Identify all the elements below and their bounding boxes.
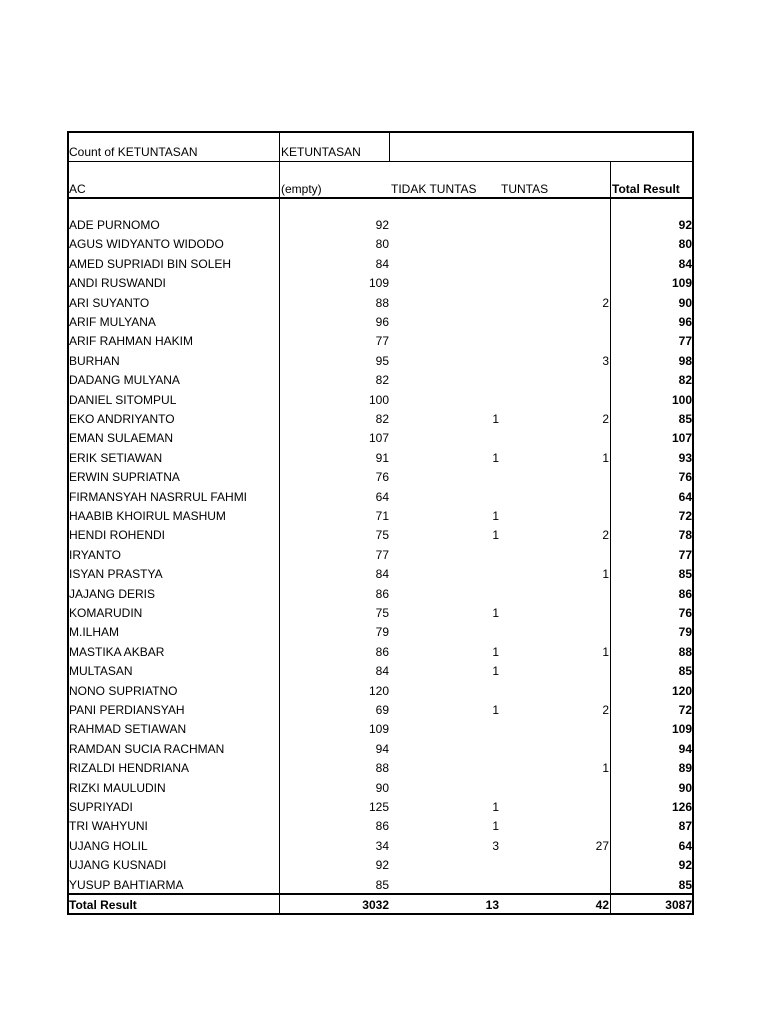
table-row — [67, 490, 694, 509]
row-total: 94 — [678, 741, 692, 756]
table-row — [67, 509, 694, 528]
row-tidak-tuntas-count: 1 — [492, 509, 499, 523]
row-name: DADANG MULYANA — [69, 373, 180, 388]
row-name: ARIF RAHMAN HAKIM — [69, 334, 194, 349]
row-name: ERIK SETIAWAN — [69, 450, 163, 465]
row-name: ISYAN PRASTYA — [69, 567, 163, 582]
column-header-total: Total Result — [612, 182, 680, 196]
row-name: ADE PURNOMO — [69, 218, 160, 232]
row-tuntas-count: 3 — [602, 353, 609, 368]
row-tuntas-count: 2 — [602, 412, 609, 426]
row-total: 79 — [678, 625, 692, 640]
column-header-tuntas: TUNTAS — [501, 182, 549, 196]
table-row — [67, 257, 694, 276]
row-empty-count: 85 — [375, 877, 389, 892]
row-name: ARIF MULYANA — [69, 315, 156, 329]
row-name: TRI WAHYUNI — [69, 819, 148, 834]
row-tuntas-count: 2 — [602, 295, 609, 310]
row-total: 76 — [678, 470, 692, 485]
column-divider-field — [389, 131, 390, 162]
row-name: UJANG HOLIL — [69, 838, 148, 853]
row-tidak-tuntas-count: 1 — [492, 412, 499, 426]
row-empty-count: 77 — [375, 334, 389, 349]
row-empty-count: 69 — [375, 703, 389, 717]
row-empty-count: 76 — [375, 470, 389, 485]
row-name: M.ILHAM — [69, 625, 120, 640]
row-name: RIZALDI HENDRIANA — [69, 761, 190, 776]
row-empty-count: 34 — [375, 838, 389, 853]
row-name: BURHAN — [69, 353, 120, 368]
row-name: ERWIN SUPRIATNA — [69, 470, 180, 485]
row-empty-count: 95 — [375, 353, 389, 368]
pivot-table — [67, 131, 694, 915]
table-row — [67, 528, 694, 547]
row-total: 76 — [678, 606, 692, 620]
row-name: RIZKI MAULUDIN — [69, 780, 166, 795]
header-divider-1 — [67, 161, 694, 162]
row-tuntas-count: 2 — [602, 528, 609, 543]
row-name: ANDI RUSWANDI — [69, 276, 166, 291]
row-empty-count: 71 — [375, 509, 389, 523]
row-tuntas-count: 1 — [602, 761, 609, 776]
row-total: 96 — [678, 315, 692, 329]
table-row — [67, 354, 694, 373]
count-label: Count of KETUNTASAN — [69, 145, 198, 159]
table-row — [67, 819, 694, 838]
table-row — [67, 606, 694, 625]
row-tidak-tuntas-count: 1 — [492, 450, 499, 465]
row-total: 88 — [678, 644, 692, 659]
row-name: AGUS WIDYANTO WIDODO — [69, 237, 224, 252]
row-tuntas-count: 1 — [602, 450, 609, 465]
row-name: AMED SUPRIADI BIN SOLEH — [69, 256, 232, 271]
row-name: RAHMAD SETIAWAN — [69, 722, 187, 737]
row-empty-count: 86 — [375, 586, 389, 601]
row-total: 85 — [678, 664, 692, 679]
row-total: 126 — [671, 800, 692, 814]
row-empty-count: 96 — [375, 315, 389, 329]
column-field-label: KETUNTASAN — [281, 145, 361, 159]
table-row — [67, 315, 694, 334]
row-total: 64 — [678, 838, 692, 853]
row-total: 72 — [678, 509, 692, 523]
row-empty-count: 92 — [375, 858, 389, 873]
table-row — [67, 237, 694, 256]
row-total: 120 — [671, 683, 692, 698]
row-total: 92 — [678, 858, 692, 873]
table-row — [67, 684, 694, 703]
row-name: SUPRIYADI — [69, 800, 133, 814]
row-empty-count: 91 — [375, 450, 389, 465]
row-empty-count: 88 — [375, 761, 389, 776]
row-total: 98 — [678, 353, 692, 368]
table-row — [67, 296, 694, 315]
row-name: ARI SUYANTO — [69, 295, 150, 310]
row-total: 107 — [671, 431, 692, 446]
row-empty-count: 92 — [375, 218, 389, 232]
row-total: 85 — [678, 567, 692, 582]
row-total: 100 — [671, 392, 692, 407]
row-name: RAMDAN SUCIA RACHMAN — [69, 741, 225, 756]
table-row — [67, 451, 694, 470]
header-divider-2 — [67, 197, 694, 199]
row-total: 89 — [678, 761, 692, 776]
row-name: MASTIKA AKBAR — [69, 644, 165, 659]
row-name: EMAN SULAEMAN — [69, 431, 174, 446]
row-name: DANIEL SITOMPUL — [69, 392, 177, 407]
row-field-label: AC — [69, 182, 86, 196]
column-header-empty: (empty) — [281, 182, 322, 196]
table-row — [67, 431, 694, 450]
row-total: 109 — [671, 276, 692, 291]
row-total: 82 — [678, 373, 692, 388]
row-total: 87 — [678, 819, 692, 834]
table-row — [67, 548, 694, 567]
row-total: 109 — [671, 722, 692, 737]
row-empty-count: 88 — [375, 295, 389, 310]
row-name: EKO ANDRIYANTO — [69, 412, 175, 426]
table-row — [67, 334, 694, 353]
row-tuntas-count: 2 — [602, 703, 609, 717]
totals-label: Total Result — [69, 898, 137, 912]
row-name: NONO SUPRIATNO — [69, 683, 178, 698]
row-name: HENDI ROHENDI — [69, 528, 166, 543]
row-total: 93 — [678, 450, 692, 465]
row-empty-count: 84 — [375, 567, 389, 582]
row-tidak-tuntas-count: 1 — [492, 819, 499, 834]
row-total: 90 — [678, 780, 692, 795]
row-tuntas-count: 1 — [602, 567, 609, 582]
row-empty-count: 90 — [375, 780, 389, 795]
row-tidak-tuntas-count: 1 — [492, 703, 499, 717]
row-empty-count: 64 — [375, 489, 389, 504]
table-row — [67, 761, 694, 780]
row-empty-count: 80 — [375, 237, 389, 252]
row-empty-count: 82 — [375, 412, 389, 426]
row-empty-count: 82 — [375, 373, 389, 388]
row-tuntas-count: 1 — [602, 644, 609, 659]
row-empty-count: 75 — [375, 606, 389, 620]
row-tidak-tuntas-count: 1 — [492, 606, 499, 620]
table-row — [67, 839, 694, 858]
row-empty-count: 79 — [375, 625, 389, 640]
totals-empty: 3032 — [362, 898, 389, 912]
row-empty-count: 75 — [375, 528, 389, 543]
row-tidak-tuntas-count: 1 — [492, 644, 499, 659]
row-total: 90 — [678, 295, 692, 310]
table-row — [67, 858, 694, 877]
row-name: IRYANTO — [69, 547, 122, 562]
row-name: MULTASAN — [69, 664, 133, 679]
row-tidak-tuntas-count: 1 — [492, 528, 499, 543]
column-header-tidak-tuntas: TIDAK TUNTAS — [391, 182, 477, 196]
row-tidak-tuntas-count: 3 — [492, 838, 499, 853]
row-total: 64 — [678, 489, 692, 504]
row-empty-count: 107 — [368, 431, 389, 446]
row-tuntas-count: 27 — [595, 838, 609, 853]
row-tidak-tuntas-count: 1 — [492, 800, 499, 814]
row-empty-count: 94 — [375, 741, 389, 756]
row-name: HAABIB KHOIRUL MASHUM — [69, 509, 226, 523]
row-empty-count: 120 — [368, 683, 389, 698]
row-name: PANI PERDIANSYAH — [69, 703, 185, 717]
table-row — [67, 878, 694, 897]
row-total: 77 — [678, 334, 692, 349]
row-empty-count: 77 — [375, 547, 389, 562]
table-row — [67, 412, 694, 431]
row-empty-count: 84 — [375, 664, 389, 679]
row-total: 78 — [678, 528, 692, 543]
table-row — [67, 393, 694, 412]
row-empty-count: 86 — [375, 819, 389, 834]
table-row — [67, 567, 694, 586]
row-total: 72 — [678, 703, 692, 717]
row-tidak-tuntas-count: 1 — [492, 664, 499, 679]
table-row — [67, 703, 694, 722]
row-empty-count: 100 — [368, 392, 389, 407]
table-row — [67, 587, 694, 606]
row-name: YUSUP BAHTIARMA — [69, 877, 184, 892]
table-row — [67, 373, 694, 392]
row-total: 80 — [678, 237, 692, 252]
row-name: KOMARUDIN — [69, 606, 143, 620]
table-row — [67, 722, 694, 741]
table-row — [67, 218, 694, 237]
table-row — [67, 470, 694, 489]
table-row — [67, 645, 694, 664]
row-name: JAJANG DERIS — [69, 586, 156, 601]
row-total: 86 — [678, 586, 692, 601]
table-row — [67, 781, 694, 800]
row-total: 92 — [678, 218, 692, 232]
row-empty-count: 84 — [375, 256, 389, 271]
row-empty-count: 125 — [368, 800, 389, 814]
row-total: 85 — [678, 412, 692, 426]
row-name: FIRMANSYAH NASRRUL FAHMI — [69, 489, 248, 504]
table-row — [67, 800, 694, 819]
totals-tidak-tuntas: 13 — [485, 898, 499, 912]
totals-tuntas: 42 — [595, 898, 609, 912]
row-name: UJANG KUSNADI — [69, 858, 167, 873]
row-total: 85 — [678, 877, 692, 892]
table-row — [67, 664, 694, 683]
totals-grand: 3087 — [665, 898, 692, 912]
row-empty-count: 109 — [368, 722, 389, 737]
row-total: 84 — [678, 256, 692, 271]
row-total: 77 — [678, 547, 692, 562]
row-empty-count: 109 — [368, 276, 389, 291]
table-row — [67, 276, 694, 295]
row-empty-count: 86 — [375, 644, 389, 659]
table-row — [67, 742, 694, 761]
table-row — [67, 625, 694, 644]
